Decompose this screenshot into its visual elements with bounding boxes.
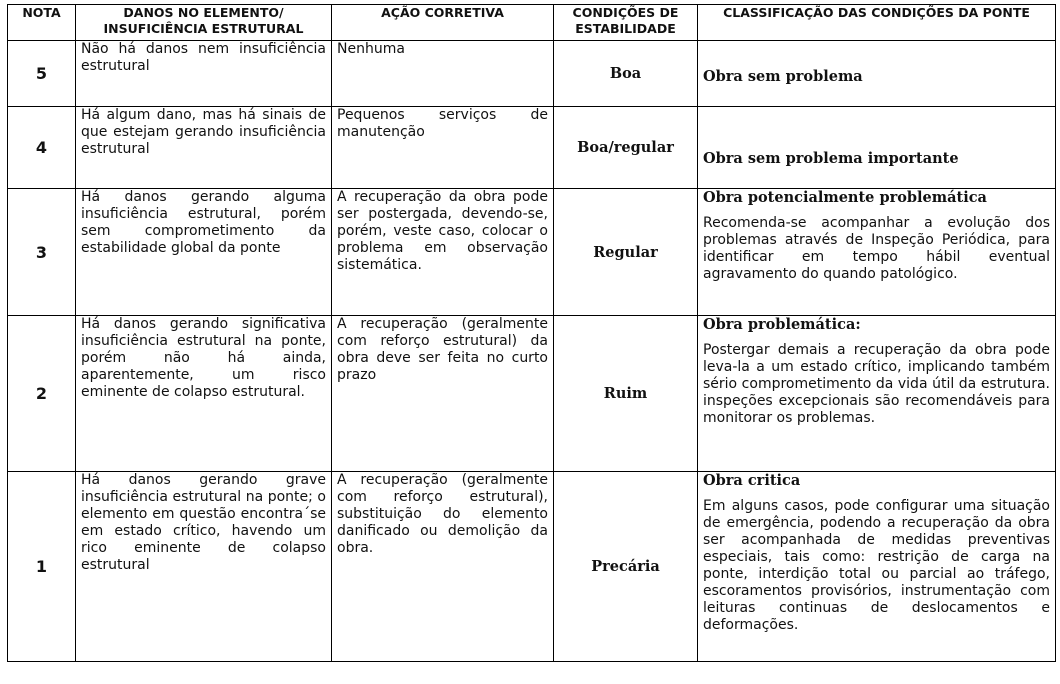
condicao-cell: Ruim bbox=[554, 316, 698, 472]
header-row bbox=[8, 5, 1056, 41]
header-condicoes: CONDIÇÕES DE ESTABILIDADE bbox=[554, 5, 698, 41]
danos-cell: Há danos gerando alguma insuficiência estrutural, porém sem comprometimento da estabilidade global da ponte bbox=[76, 189, 332, 316]
nota-cell: 3 bbox=[8, 189, 76, 316]
condicao-cell: Regular bbox=[554, 189, 698, 316]
classificacao-cell bbox=[698, 41, 1056, 107]
classificacao-cell bbox=[698, 472, 1056, 662]
acao-cell: A recuperação (geralmente com reforço estrutural) da obra deve ser feita no curto prazo bbox=[332, 316, 554, 472]
bridge-classification-table bbox=[7, 4, 1056, 662]
condicao-cell: Boa/regular bbox=[554, 107, 698, 189]
classificacao-cell bbox=[698, 189, 1056, 316]
classificacao-cell bbox=[698, 107, 1056, 189]
acao-cell: A recuperação (geralmente com reforço estrutural), substituição do elemento danificado ou demolição da obra. bbox=[332, 472, 554, 662]
table-row bbox=[8, 41, 1056, 107]
header-danos: DANOS NO ELEMENTO/ INSUFICIÊNCIA ESTRUTURAL bbox=[76, 5, 332, 41]
table-row bbox=[8, 316, 1056, 472]
classificacao-description: Em alguns casos, pode configurar uma situação de emergência, podendo a recuperação da obra ser acompanhada de medidas preventivas especiais, tais como: restrição de carga na ponte, interdição total ou parcial ao tráfego, escoramentos provisórios, instrumentação com leituras continuas de deslocamentos e deformações. bbox=[703, 498, 1050, 633]
condicao-cell: Boa bbox=[554, 41, 698, 107]
header-acao: AÇÃO CORRETIVA bbox=[332, 5, 554, 41]
table-row bbox=[8, 472, 1056, 662]
condicao-cell: Precária bbox=[554, 472, 698, 662]
classification-table-container bbox=[7, 4, 1056, 662]
classificacao-title: Obra critica bbox=[703, 472, 801, 489]
acao-cell: A recuperação da obra pode ser postergada, devendo-se, porém, veste caso, colocar o problema em observação sistemática. bbox=[332, 189, 554, 316]
header-classificacao: CLASSIFICAÇÃO DAS CONDIÇÕES DA PONTE bbox=[698, 5, 1056, 41]
table-row bbox=[8, 189, 1056, 316]
nota-cell: 5 bbox=[8, 41, 76, 107]
classificacao-title: Obra potencialmente problemática bbox=[703, 189, 987, 206]
classificacao-description: Recomenda-se acompanhar a evolução dos problemas através de Inspeção Periódica, para identificar em tempo hábil eventual agravamento do quando patológico. bbox=[703, 215, 1050, 282]
nota-cell: 1 bbox=[8, 472, 76, 662]
acao-cell: Nenhuma bbox=[332, 41, 554, 107]
classificacao-title: Obra sem problema importante bbox=[703, 149, 959, 167]
nota-cell: 4 bbox=[8, 107, 76, 189]
danos-cell: Não há danos nem insuficiência estrutural bbox=[76, 41, 332, 107]
danos-cell: Há danos gerando grave insuficiência estrutural na ponte; o elemento em questão encontra´se em estado crítico, havendo um rico eminente de colapso estrutural bbox=[76, 472, 332, 662]
classificacao-title: Obra sem problema bbox=[703, 67, 863, 85]
table-row bbox=[8, 107, 1056, 189]
acao-cell: Pequenos serviços de manutenção bbox=[332, 107, 554, 189]
classificacao-description: Postergar demais a recuperação da obra pode leva-la a um estado crítico, implicando também sério comprometimento da vida útil da estrutura. inspeções excepcionais são recomendáveis para monitorar os problemas. bbox=[703, 342, 1050, 426]
danos-cell: Há danos gerando significativa insuficiência estrutural na ponte, porém não há ainda, aparentemente, um risco eminente de colapso estrutural. bbox=[76, 316, 332, 472]
header-nota: NOTA bbox=[8, 5, 76, 41]
classificacao-title: Obra problemática: bbox=[703, 316, 861, 333]
danos-cell: Há algum dano, mas há sinais de que estejam gerando insuficiência estrutural bbox=[76, 107, 332, 189]
classificacao-cell bbox=[698, 316, 1056, 472]
nota-cell: 2 bbox=[8, 316, 76, 472]
